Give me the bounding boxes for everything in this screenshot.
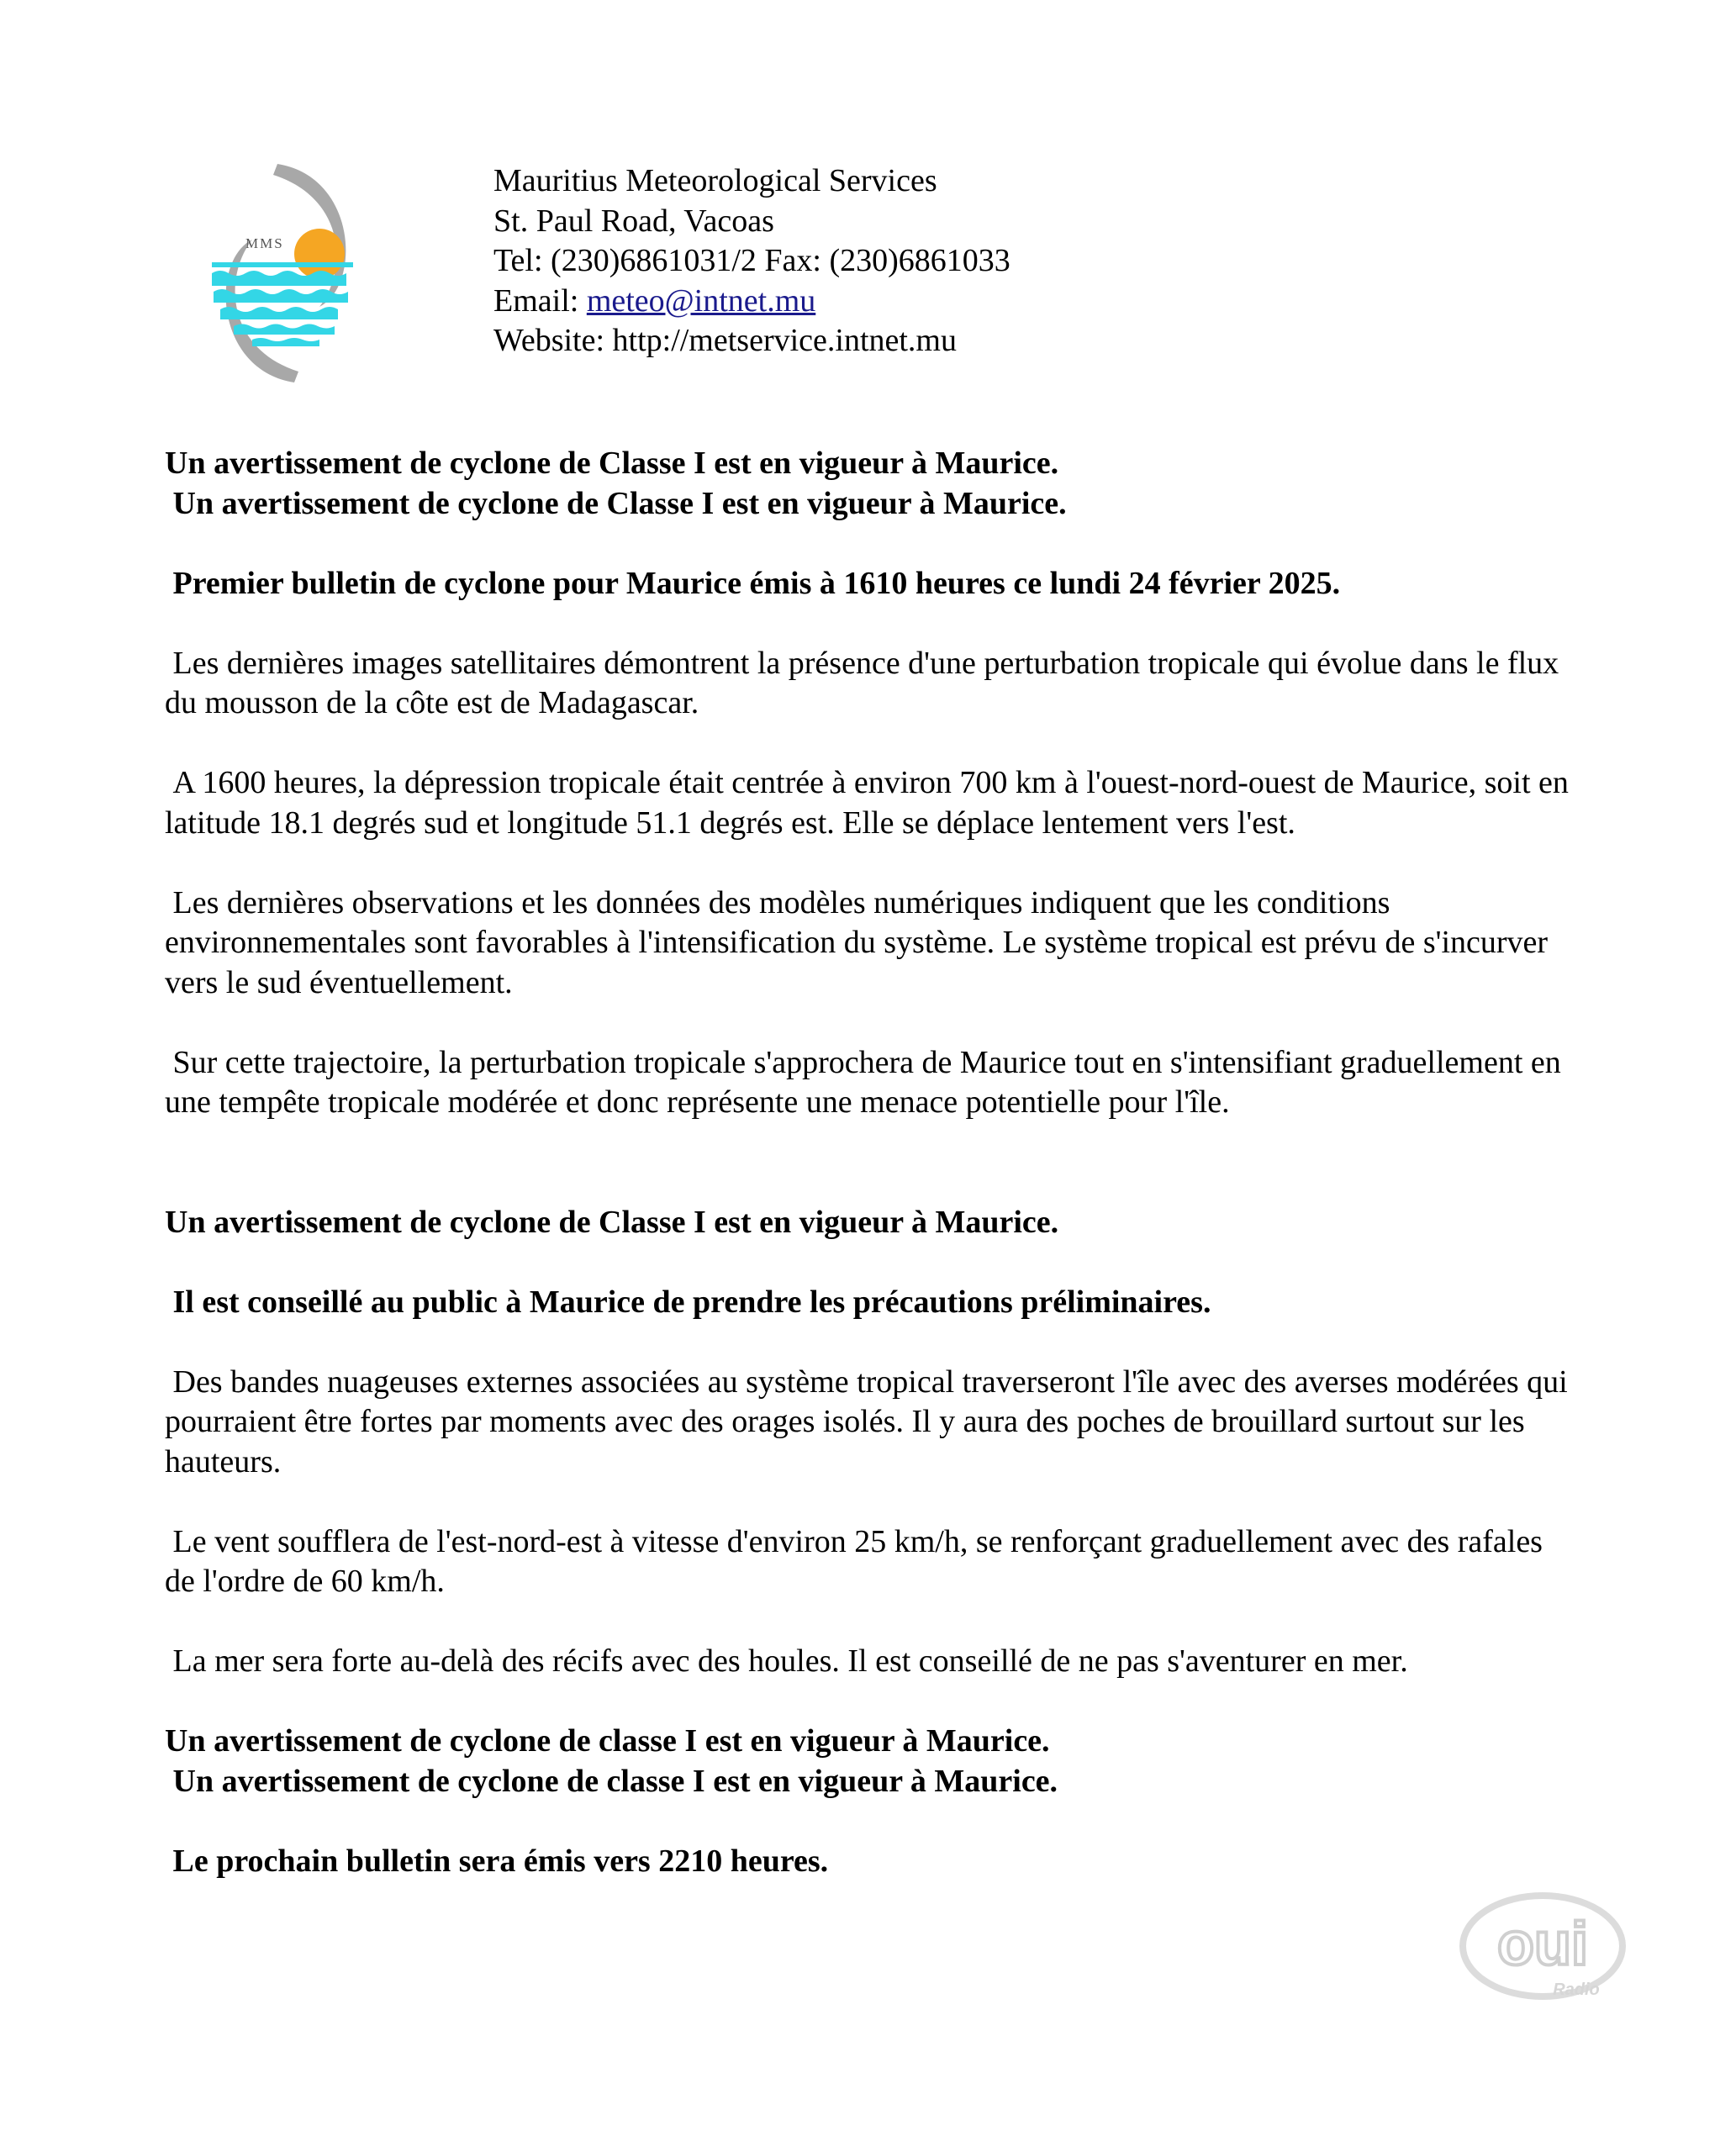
paragraph-position: A 1600 heures, la dépression tropicale était centrée à environ 700 km à l'ouest-nord-ouest de Maurice, soit en latitude 18.1 degrés sud et longitude 51.1 degrés est. Elle se déplace lentement vers l'est.: [165, 765, 1577, 841]
org-name: Mauritius Meteorological Services: [493, 163, 937, 198]
paragraph-observations: Les dernières observations et les données des modèles numériques indiquent que les conditions environnementales sont favorables à l'intensification du système. Le système tropical est prévu de s'incurver vers le sud éventuellement.: [165, 884, 1556, 1000]
email-link[interactable]: meteo@intnet.mu: [586, 282, 816, 319]
paragraph-sea: La mer sera forte au-delà des récifs avec des houles. Il est conseillé de ne pas s'aventurer en mer.: [165, 1643, 1408, 1679]
warning-heading: Un avertissement de cyclone de classe I est en vigueur à Maurice.: [165, 1763, 1058, 1799]
bulletin-body: [165, 444, 1577, 1922]
org-email-line: [493, 282, 1010, 322]
svg-text:MMS: MMS: [245, 235, 284, 251]
warning-heading: Un avertissement de cyclone de classe I est en vigueur à Maurice.: [165, 1723, 1050, 1759]
mms-logo: [202, 160, 370, 387]
public-advice: Il est conseillé au public à Maurice de prendre les précautions préliminaires.: [165, 1284, 1211, 1320]
svg-text:Radio: Radio: [1553, 1981, 1600, 1999]
paragraph-trajectory: Sur cette trajectoire, la perturbation tropicale s'approchera de Maurice tout en s'intensifiant graduellement en une tempête tropicale modérée et donc représente une menace potentielle pour l'île.: [165, 1044, 1570, 1120]
warning-heading: Un avertissement de cyclone de Classe I est en vigueur à Maurice.: [165, 485, 1067, 521]
warning-heading: Un avertissement de cyclone de Classe I est en vigueur à Maurice.: [165, 1204, 1059, 1240]
radio-watermark-logo: [1459, 1887, 1635, 2005]
paragraph-wind: Le vent soufflera de l'est-nord-est à vitesse d'environ 25 km/h, se renforçant graduellement avec des rafales de l'ordre de 60 km/h.: [165, 1523, 1551, 1599]
letterhead: [493, 161, 1010, 361]
bulletin-issue-line: Premier bulletin de cyclone pour Maurice émis à 1610 heures ce lundi 24 février 2025.: [165, 565, 1341, 601]
paragraph-satellite: Les dernières images satellitaires démontrent la présence d'une perturbation tropicale qui évolue dans le flux du mousson de la côte est de Madagascar.: [165, 645, 1567, 720]
paragraph-clouds: Des bandes nuageuses externes associées au système tropical traverseront l'île avec des averses modérées qui pourraient être fortes par moments avec des orages isolés. Il y aura des poches de brouillard surtout sur les hauteurs.: [165, 1363, 1576, 1480]
svg-text:oui: oui: [1497, 1911, 1588, 1978]
email-label: Email:: [493, 282, 587, 319]
org-website: Website: http://metservice.intnet.mu: [493, 323, 957, 358]
warning-heading: Un avertissement de cyclone de Classe I est en vigueur à Maurice.: [165, 446, 1059, 481]
next-bulletin-line: Le prochain bulletin sera émis vers 2210 heures.: [165, 1843, 829, 1879]
org-phone-fax: Tel: (230)6861031/2 Fax: (230)6861033: [493, 243, 1010, 278]
org-address: St. Paul Road, Vacoas: [493, 203, 774, 239]
